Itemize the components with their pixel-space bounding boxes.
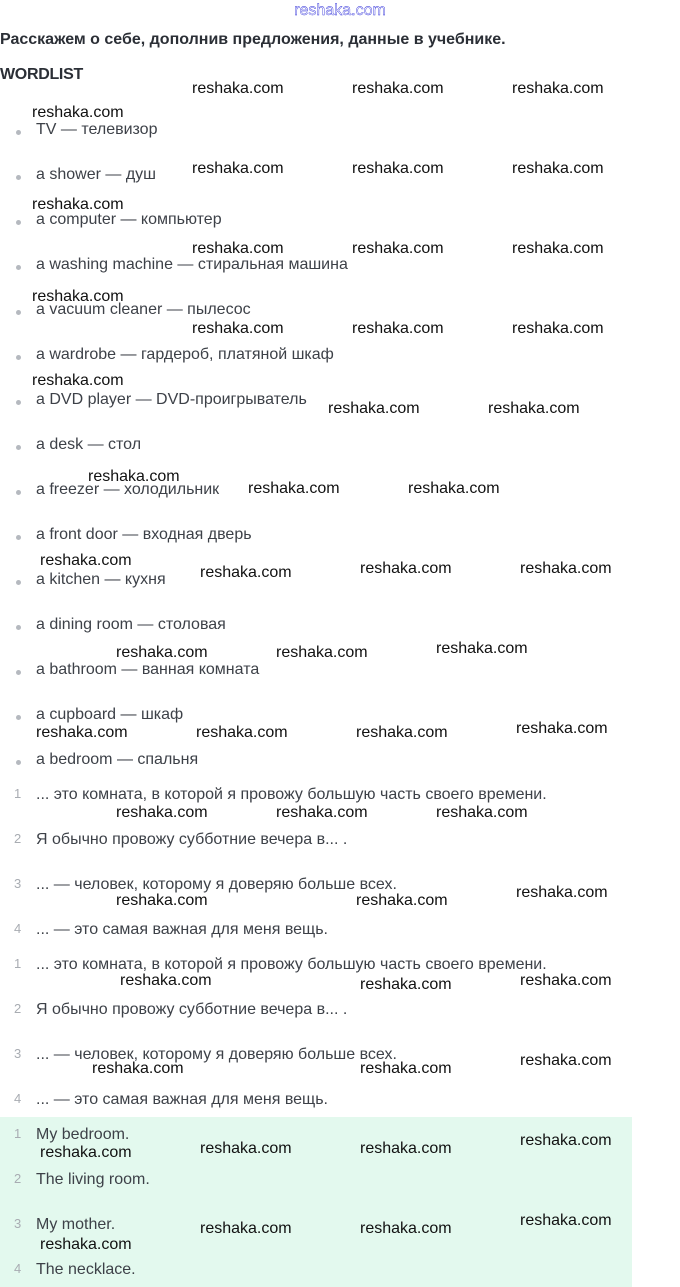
wordlist-item-text: a washing machine — стиральная машина bbox=[36, 256, 348, 273]
item-text: ... — человек, которому я доверяю больше всех. bbox=[36, 876, 397, 893]
wordlist-item-text: a cupboard — шкаф bbox=[36, 706, 184, 723]
watermark: reshaka.com bbox=[352, 80, 444, 97]
wordlist-item-text: TV — телевизор bbox=[36, 121, 158, 138]
bullet-icon bbox=[16, 220, 21, 225]
watermark: reshaka.com bbox=[116, 804, 208, 821]
item-number: 1 bbox=[14, 956, 22, 971]
item-number: 2 bbox=[14, 1171, 22, 1186]
watermark: reshaka.com bbox=[200, 564, 292, 581]
wordlist-item-text: a shower — душ bbox=[36, 166, 156, 183]
watermark: reshaka.com bbox=[192, 240, 284, 257]
watermark: reshaka.com bbox=[328, 400, 420, 417]
watermark: reshaka.com bbox=[520, 1212, 612, 1229]
watermark: reshaka.com bbox=[512, 240, 604, 257]
item-text: ... — человек, которому я доверяю больше всех. bbox=[36, 1046, 397, 1063]
item-number: 2 bbox=[14, 1001, 22, 1016]
item-text: The living room. bbox=[36, 1171, 150, 1188]
bullet-icon bbox=[16, 355, 21, 360]
wordlist-item-text: a freezer — холодильник bbox=[36, 481, 220, 498]
wordlist-item-text: a front door — входная дверь bbox=[36, 526, 252, 543]
watermark: reshaka.com bbox=[116, 892, 208, 909]
wordlist-item-text: a kitchen — кухня bbox=[36, 571, 166, 588]
item-text: Я обычно провожу субботние вечера в... . bbox=[36, 831, 348, 848]
watermark: reshaka.com bbox=[360, 1140, 452, 1157]
wordlist-item-text: a DVD player — DVD-проигрыватель bbox=[36, 391, 307, 408]
item-text: Я обычно провожу субботние вечера в... . bbox=[36, 1001, 348, 1018]
watermark: reshaka.com bbox=[192, 320, 284, 337]
watermark: reshaka.com bbox=[360, 1060, 452, 1077]
item-text: ... это комната, в которой я провожу большую часть своего времени. bbox=[36, 786, 547, 803]
watermark: reshaka.com bbox=[516, 720, 608, 737]
bullet-icon bbox=[16, 535, 21, 540]
wordlist-item-text: a computer — компьютер bbox=[36, 211, 222, 228]
wordlist-item-text: a vacuum cleaner — пылесос bbox=[36, 301, 251, 318]
watermark: reshaka.com bbox=[40, 1236, 132, 1253]
watermark: reshaka.com bbox=[196, 724, 288, 741]
item-text: ... это комната, в которой я провожу большую часть своего времени. bbox=[36, 956, 547, 973]
bullet-icon bbox=[16, 265, 21, 270]
watermark: reshaka.com bbox=[32, 288, 124, 305]
bullet-icon bbox=[16, 490, 21, 495]
item-text: ... — это самая важная для меня вещь. bbox=[36, 1091, 328, 1108]
watermark: reshaka.com bbox=[352, 240, 444, 257]
watermark: reshaka.com bbox=[192, 160, 284, 177]
wordlist-item-text: a desk — стол bbox=[36, 436, 142, 453]
watermark: reshaka.com bbox=[200, 1140, 292, 1157]
watermark: reshaka.com bbox=[520, 972, 612, 989]
item-number: 1 bbox=[14, 1126, 22, 1141]
item-text: My mother. bbox=[36, 1216, 116, 1233]
watermark: reshaka.com bbox=[352, 320, 444, 337]
site-link[interactable]: reshaka.com bbox=[294, 2, 386, 19]
watermark: reshaka.com bbox=[276, 804, 368, 821]
watermark: reshaka.com bbox=[360, 560, 452, 577]
wordlist-item-text: a bathroom — ванная комната bbox=[36, 661, 260, 678]
watermark: reshaka.com bbox=[40, 1144, 132, 1161]
watermark: reshaka.com bbox=[32, 104, 124, 121]
watermark: reshaka.com bbox=[512, 320, 604, 337]
watermark: reshaka.com bbox=[120, 972, 212, 989]
watermark: reshaka.com bbox=[520, 1132, 612, 1149]
bullet-icon bbox=[16, 130, 21, 135]
item-text: ... — это самая важная для меня вещь. bbox=[36, 921, 328, 938]
watermark: reshaka.com bbox=[92, 1060, 184, 1077]
watermark: reshaka.com bbox=[520, 560, 612, 577]
watermark: reshaka.com bbox=[356, 724, 448, 741]
watermark: reshaka.com bbox=[248, 480, 340, 497]
bullet-icon bbox=[16, 400, 21, 405]
item-number: 3 bbox=[14, 1216, 22, 1231]
item-number: 4 bbox=[14, 921, 22, 936]
bullet-icon bbox=[16, 625, 21, 630]
watermark: reshaka.com bbox=[512, 80, 604, 97]
watermark: reshaka.com bbox=[516, 884, 608, 901]
bullet-icon bbox=[16, 310, 21, 315]
item-number: 1 bbox=[14, 786, 22, 801]
item-text: The necklace. bbox=[36, 1261, 136, 1278]
item-number: 3 bbox=[14, 876, 22, 891]
wordlist-item-text: a dining room — столовая bbox=[36, 616, 226, 633]
watermark: reshaka.com bbox=[32, 196, 124, 213]
watermark: reshaka.com bbox=[88, 468, 180, 485]
bullet-icon bbox=[16, 715, 21, 720]
watermark: reshaka.com bbox=[512, 160, 604, 177]
watermark: reshaka.com bbox=[352, 160, 444, 177]
item-number: 3 bbox=[14, 1046, 22, 1061]
watermark: reshaka.com bbox=[520, 1052, 612, 1069]
watermark: reshaka.com bbox=[276, 644, 368, 661]
item-number: 2 bbox=[14, 831, 22, 846]
watermark: reshaka.com bbox=[356, 892, 448, 909]
watermark: reshaka.com bbox=[36, 724, 128, 741]
watermark: reshaka.com bbox=[192, 80, 284, 97]
watermark: reshaka.com bbox=[436, 640, 528, 657]
bullet-icon bbox=[16, 670, 21, 675]
wordlist-title: WORDLIST bbox=[0, 66, 83, 83]
wordlist-item-text: a bedroom — спальня bbox=[36, 751, 199, 768]
watermark: reshaka.com bbox=[360, 976, 452, 993]
page-heading: Расскажем о себе, дополнив предложения, данные в учебнике. bbox=[0, 31, 506, 48]
wordlist-item-text: a wardrobe — гардероб, платяной шкаф bbox=[36, 346, 334, 363]
watermark: reshaka.com bbox=[408, 480, 500, 497]
item-number: 4 bbox=[14, 1091, 22, 1106]
watermark: reshaka.com bbox=[40, 552, 132, 569]
bullet-icon bbox=[16, 580, 21, 585]
watermark: reshaka.com bbox=[488, 400, 580, 417]
item-text: My bedroom. bbox=[36, 1126, 130, 1143]
watermark: reshaka.com bbox=[360, 1220, 452, 1237]
bullet-icon bbox=[16, 760, 21, 765]
watermark: reshaka.com bbox=[32, 372, 124, 389]
watermark: reshaka.com bbox=[116, 644, 208, 661]
watermark: reshaka.com bbox=[436, 804, 528, 821]
item-number: 4 bbox=[14, 1261, 22, 1276]
bullet-icon bbox=[16, 445, 21, 450]
watermark: reshaka.com bbox=[200, 1220, 292, 1237]
bullet-icon bbox=[16, 175, 21, 180]
